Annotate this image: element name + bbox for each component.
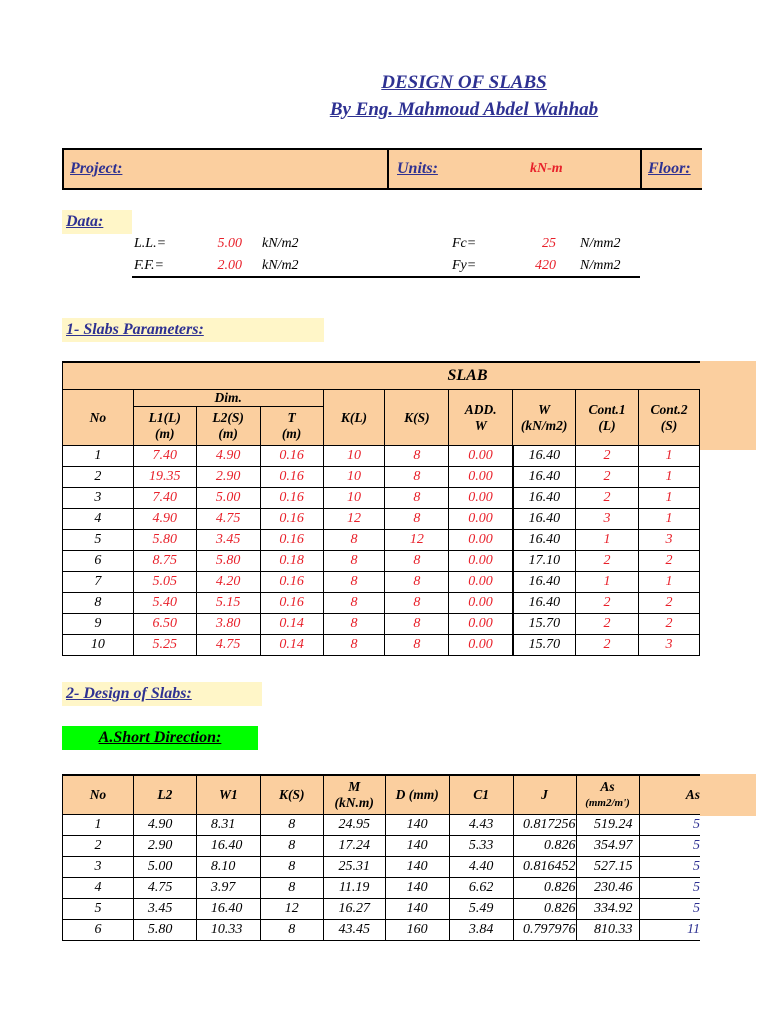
table-row	[63, 836, 701, 857]
table-cell: 4.40	[449, 857, 513, 878]
col2-j: J	[513, 775, 576, 815]
table-cell[interactable]: 10	[323, 467, 385, 488]
table-cell: 24.95	[323, 815, 385, 836]
table-cell[interactable]: 4.90	[133, 509, 196, 530]
table-cell: 3.97	[196, 878, 260, 899]
table-row	[63, 635, 700, 656]
table-cell: 5	[639, 836, 700, 857]
table-cell: 10	[63, 635, 134, 656]
table-cell: 8	[260, 815, 323, 836]
fc-label: Fc=	[452, 236, 477, 251]
table-cell[interactable]: 1	[576, 530, 639, 551]
table-cell[interactable]: 0.14	[260, 614, 323, 635]
table-cell[interactable]: 0.16	[260, 572, 323, 593]
table-cell: 8	[63, 593, 134, 614]
table-cell: 5	[639, 815, 700, 836]
table-cell[interactable]: 2	[576, 488, 639, 509]
slab-parameters-table	[62, 361, 700, 656]
table-cell[interactable]: 2	[639, 593, 700, 614]
table-row	[63, 815, 701, 836]
table-cell: 140	[385, 815, 449, 836]
table-cell: 8	[260, 878, 323, 899]
table-cell: 10.33	[196, 920, 260, 941]
section1-label: 1- Slabs Parameters:	[62, 318, 324, 342]
units-label: Units:	[397, 160, 438, 177]
table-cell: 0.816452	[513, 857, 576, 878]
table-cell[interactable]: 0.00	[449, 551, 513, 572]
data-label: Data:	[62, 210, 132, 234]
col-ks: K(S)	[385, 390, 449, 446]
table-cell: 140	[385, 836, 449, 857]
table-cell[interactable]: 2	[639, 614, 700, 635]
table-cell[interactable]: 2	[576, 635, 639, 656]
table-cell[interactable]: 8	[385, 488, 449, 509]
table-row	[63, 593, 700, 614]
table-cell[interactable]: 1	[639, 446, 700, 467]
table-cell[interactable]: 10	[323, 488, 385, 509]
short-direction-table	[62, 774, 700, 941]
table-cell[interactable]: 0.14	[260, 635, 323, 656]
table-cell[interactable]: 6.50	[133, 614, 196, 635]
fy-value[interactable]: 420	[535, 258, 556, 273]
table-row	[63, 509, 700, 530]
table-cell: 0.826	[513, 899, 576, 920]
table-cell: 8.31	[196, 815, 260, 836]
author-line: By Eng. Mahmoud Abdel Wahhab	[329, 99, 599, 120]
col2-w1: W1	[196, 775, 260, 815]
table-cell[interactable]: 5.80	[196, 551, 260, 572]
table-cell: 7	[63, 572, 134, 593]
col-add-w: ADD. W	[449, 390, 513, 446]
slab-group-header: SLAB	[63, 362, 700, 390]
table-cell: 334.92	[576, 899, 639, 920]
table-cell[interactable]: 0.18	[260, 551, 323, 572]
table-cell: 2	[63, 467, 134, 488]
col-cont1: Cont.1 (L)	[576, 390, 639, 446]
table-row	[63, 488, 700, 509]
table-cell[interactable]: 0.00	[449, 593, 513, 614]
table-cell: 16.40	[513, 467, 576, 488]
table-cell: 16.40	[513, 593, 576, 614]
project-bar	[62, 148, 702, 190]
table-cell[interactable]: 3	[639, 530, 700, 551]
table-cell: 160	[385, 920, 449, 941]
col-t: T (m)	[260, 407, 323, 446]
table-cell[interactable]: 12	[385, 530, 449, 551]
col-l2: L2(S) (m)	[196, 407, 260, 446]
col2-as2: As	[639, 775, 700, 815]
table-cell[interactable]: 3	[576, 509, 639, 530]
table-cell: 4.90	[133, 815, 196, 836]
table-cell[interactable]: 7.40	[133, 446, 196, 467]
table-cell: 0.797976	[513, 920, 576, 941]
table-cell[interactable]: 7.40	[133, 488, 196, 509]
table-cell[interactable]: 0.00	[449, 467, 513, 488]
table-row	[63, 614, 700, 635]
table-cell[interactable]: 0.16	[260, 488, 323, 509]
table-cell[interactable]: 0.16	[260, 530, 323, 551]
col2-ks: K(S)	[260, 775, 323, 815]
table-cell: 810.33	[576, 920, 639, 941]
table-cell[interactable]: 5.05	[133, 572, 196, 593]
table-cell[interactable]: 0.00	[449, 530, 513, 551]
table-cell: 230.46	[576, 878, 639, 899]
table-cell[interactable]: 0.00	[449, 635, 513, 656]
table-cell: 4.43	[449, 815, 513, 836]
table-cell[interactable]: 8	[323, 635, 385, 656]
table-cell[interactable]: 12	[323, 509, 385, 530]
table-cell[interactable]: 4.75	[196, 509, 260, 530]
table-cell[interactable]: 1	[639, 572, 700, 593]
table-cell[interactable]: 8	[385, 551, 449, 572]
table-cell[interactable]: 0.00	[449, 488, 513, 509]
col-dim: Dim.	[133, 390, 323, 407]
table-cell[interactable]: 8	[385, 614, 449, 635]
table-cell[interactable]: 5.25	[133, 635, 196, 656]
table-cell: 5	[63, 899, 134, 920]
table-cell: 15.70	[513, 635, 576, 656]
table-cell[interactable]: 0.00	[449, 509, 513, 530]
table-cell: 15.70	[513, 614, 576, 635]
table-cell[interactable]: 8	[323, 572, 385, 593]
table-cell: 140	[385, 899, 449, 920]
table-cell[interactable]: 2	[576, 614, 639, 635]
table-cell: 0.826	[513, 878, 576, 899]
table-cell[interactable]: 2	[576, 551, 639, 572]
table-cell: 5	[639, 899, 700, 920]
table-cell: 4	[63, 878, 134, 899]
table-cell: 25.31	[323, 857, 385, 878]
table-cell[interactable]: 0.16	[260, 446, 323, 467]
table-cell: 527.15	[576, 857, 639, 878]
table-cell: 4.75	[133, 878, 196, 899]
ll-value[interactable]: 5.00	[217, 236, 242, 251]
slab-header-overflow	[700, 361, 756, 450]
col-no: No	[63, 390, 134, 446]
table-row	[63, 899, 701, 920]
table-cell[interactable]: 1	[576, 572, 639, 593]
table-cell: 2	[63, 836, 134, 857]
table-cell: 140	[385, 857, 449, 878]
table-cell: 5.49	[449, 899, 513, 920]
col2-as: As (mm2/m')	[576, 775, 639, 815]
table-cell[interactable]: 8	[385, 509, 449, 530]
table-row	[63, 467, 700, 488]
table-cell: 5.00	[133, 857, 196, 878]
table-cell: 3	[63, 488, 134, 509]
table-cell[interactable]: 10	[323, 446, 385, 467]
table-cell[interactable]: 3.45	[196, 530, 260, 551]
ff-unit: kN/m2	[262, 258, 299, 273]
table-cell: 5	[63, 530, 134, 551]
data-underline	[132, 276, 640, 278]
table-cell: 4	[63, 509, 134, 530]
table-cell[interactable]: 5.40	[133, 593, 196, 614]
table-cell[interactable]: 8	[323, 551, 385, 572]
design-header-overflow	[700, 774, 756, 816]
table-cell: 16.40	[513, 572, 576, 593]
col-kl: K(L)	[323, 390, 385, 446]
table-cell[interactable]: 5.80	[133, 530, 196, 551]
table-cell[interactable]: 19.35	[133, 467, 196, 488]
table-cell[interactable]: 0.16	[260, 509, 323, 530]
fc-unit: N/mm2	[580, 236, 621, 251]
table-cell[interactable]: 0.16	[260, 593, 323, 614]
table-cell: 6.62	[449, 878, 513, 899]
table-cell[interactable]: 0.16	[260, 467, 323, 488]
table-cell: 3.84	[449, 920, 513, 941]
table-cell[interactable]: 1	[639, 467, 700, 488]
table-cell: 5	[639, 878, 700, 899]
table-cell: 354.97	[576, 836, 639, 857]
ll-label: L.L.=	[134, 236, 167, 251]
table-cell[interactable]: 8	[385, 572, 449, 593]
col-l1: L1(L) (m)	[133, 407, 196, 446]
table-cell: 11.19	[323, 878, 385, 899]
table-cell[interactable]: 8	[323, 593, 385, 614]
table-cell[interactable]: 3	[639, 635, 700, 656]
table-cell: 6	[63, 551, 134, 572]
table-cell[interactable]: 1	[639, 488, 700, 509]
page-title: DESIGN OF SLABS	[381, 72, 547, 93]
table-cell[interactable]: 2	[576, 593, 639, 614]
table-cell: 5.33	[449, 836, 513, 857]
units-value[interactable]: kN-m	[530, 161, 563, 176]
table-cell[interactable]: 3.80	[196, 614, 260, 635]
table-cell[interactable]: 8	[323, 614, 385, 635]
table-cell[interactable]: 5.15	[196, 593, 260, 614]
section2-label: 2- Design of Slabs:	[62, 682, 262, 706]
table-cell: 11	[639, 920, 700, 941]
table-cell: 6	[63, 920, 134, 941]
table-cell: 16.40	[196, 899, 260, 920]
table-cell: 9	[63, 614, 134, 635]
table-cell[interactable]: 4.75	[196, 635, 260, 656]
fy-label: Fy=	[452, 258, 477, 273]
col2-no: No	[63, 775, 134, 815]
col-w: W (kN/m2)	[513, 390, 576, 446]
table-cell: 5.80	[133, 920, 196, 941]
table-cell: 16.40	[513, 488, 576, 509]
table-cell[interactable]: 0.00	[449, 614, 513, 635]
table-cell: 3.45	[133, 899, 196, 920]
table-cell: 1	[63, 815, 134, 836]
table-cell[interactable]: 2	[576, 467, 639, 488]
table-row	[63, 920, 701, 941]
table-cell: 0.817256	[513, 815, 576, 836]
col2-m: M (kN.m)	[323, 775, 385, 815]
table-row	[63, 551, 700, 572]
table-cell: 8.10	[196, 857, 260, 878]
table-cell[interactable]: 5.00	[196, 488, 260, 509]
table-cell[interactable]: 8.75	[133, 551, 196, 572]
table-row	[63, 530, 700, 551]
table-cell[interactable]: 8	[323, 530, 385, 551]
table-cell[interactable]: 1	[639, 509, 700, 530]
table-cell[interactable]: 8	[385, 446, 449, 467]
col2-c1: C1	[449, 775, 513, 815]
col2-d: D (mm)	[385, 775, 449, 815]
table-cell: 16.40	[513, 530, 576, 551]
ll-unit: kN/m2	[262, 236, 299, 251]
table-cell[interactable]: 2.90	[196, 467, 260, 488]
table-cell: 43.45	[323, 920, 385, 941]
table-cell[interactable]: 0.00	[449, 446, 513, 467]
table-cell[interactable]: 0.00	[449, 572, 513, 593]
table-cell: 16.40	[513, 509, 576, 530]
table-cell: 519.24	[576, 815, 639, 836]
short-direction-label: A.Short Direction:	[62, 726, 258, 750]
table-cell: 0.826	[513, 836, 576, 857]
table-cell: 8	[260, 857, 323, 878]
fy-unit: N/mm2	[580, 258, 621, 273]
table-cell[interactable]: 8	[385, 593, 449, 614]
table-cell: 12	[260, 899, 323, 920]
fc-value[interactable]: 25	[542, 236, 556, 251]
table-cell[interactable]: 4.20	[196, 572, 260, 593]
table-cell: 5	[639, 857, 700, 878]
table-cell: 1	[63, 446, 134, 467]
table-cell: 3	[63, 857, 134, 878]
table-cell[interactable]: 8	[385, 635, 449, 656]
project-label: Project:	[70, 160, 123, 177]
table-cell: 140	[385, 878, 449, 899]
table-cell[interactable]: 2	[639, 551, 700, 572]
table-cell[interactable]: 8	[385, 467, 449, 488]
table-row	[63, 572, 700, 593]
table-cell[interactable]: 4.90	[196, 446, 260, 467]
table-cell: 8	[260, 836, 323, 857]
col2-l2: L2	[133, 775, 196, 815]
table-cell: 17.10	[513, 551, 576, 572]
floor-label: Floor:	[648, 160, 691, 177]
table-row	[63, 857, 701, 878]
ff-label: F.F.=	[134, 258, 164, 273]
table-cell: 16.40	[513, 446, 576, 467]
table-cell: 16.40	[196, 836, 260, 857]
table-cell[interactable]: 2	[576, 446, 639, 467]
table-cell: 8	[260, 920, 323, 941]
table-row	[63, 878, 701, 899]
table-cell: 17.24	[323, 836, 385, 857]
table-cell: 16.27	[323, 899, 385, 920]
ff-value[interactable]: 2.00	[217, 258, 242, 273]
col-cont2: Cont.2 (S)	[639, 390, 700, 446]
table-cell: 2.90	[133, 836, 196, 857]
table-row	[63, 446, 700, 467]
